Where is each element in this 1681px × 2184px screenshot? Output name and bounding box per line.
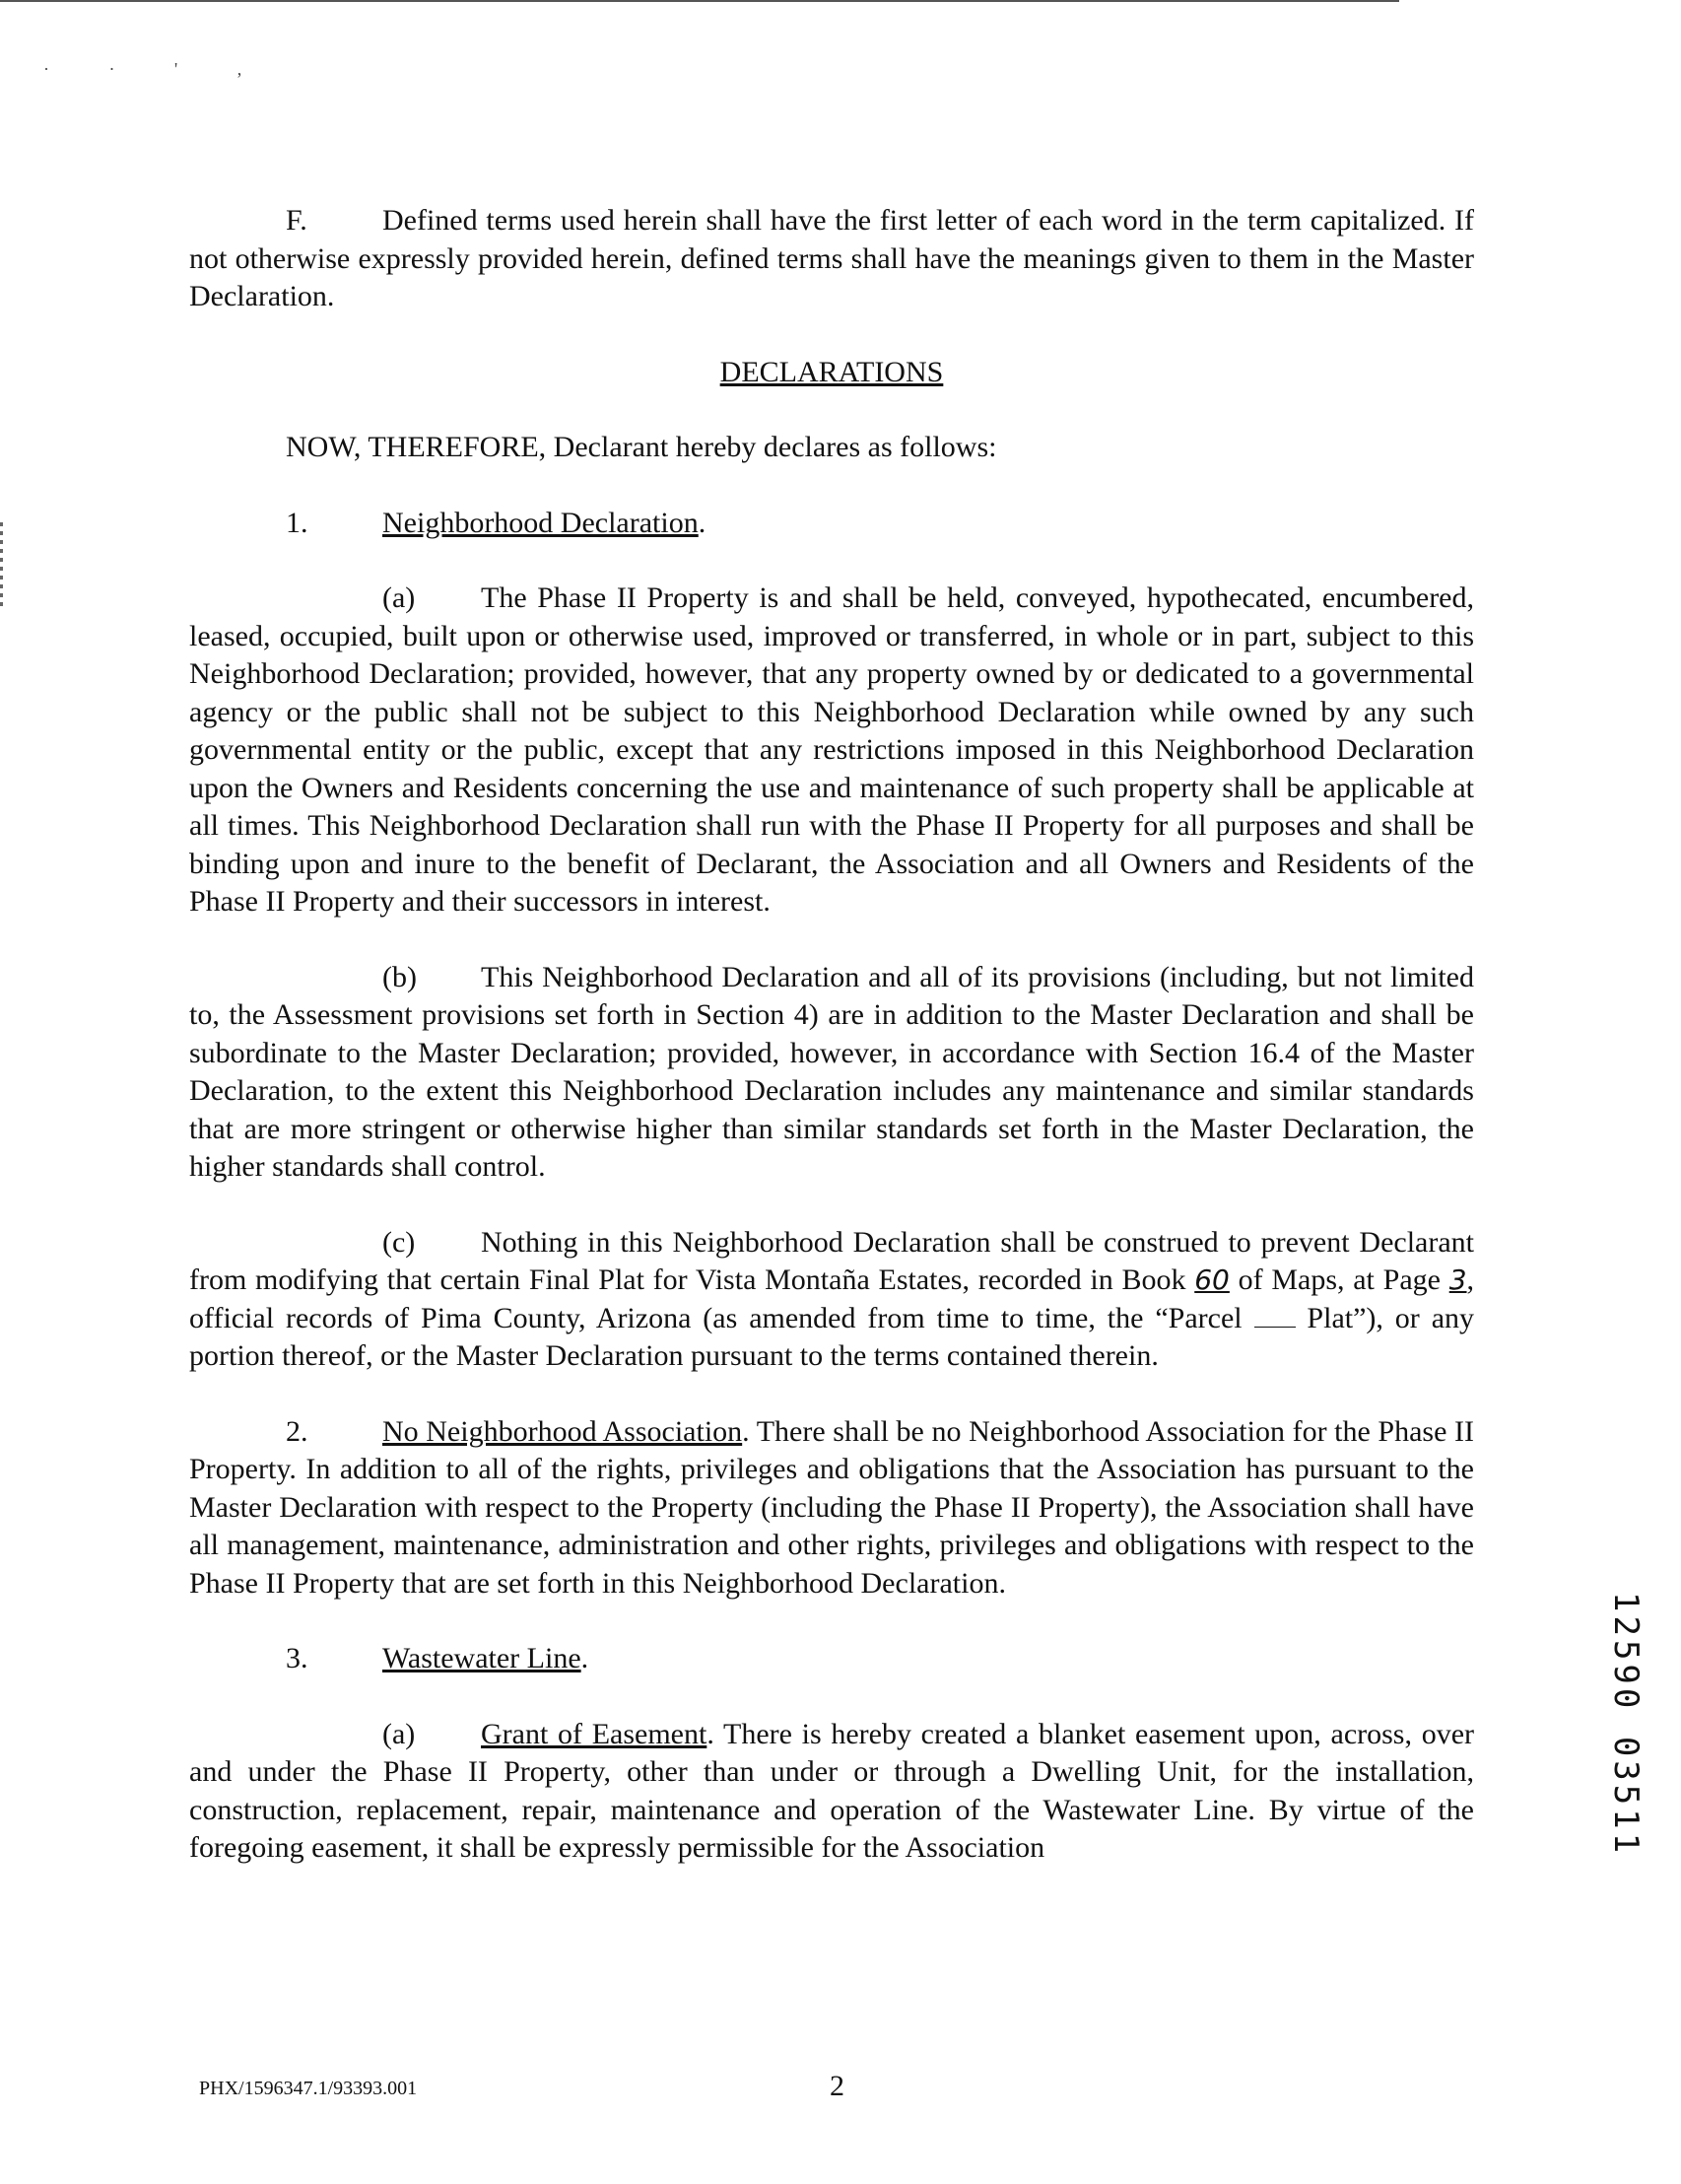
handwritten-book-number: 60 [1194,1263,1230,1296]
section-1c-label: (c) [382,1225,416,1259]
parcel-blank [1254,1327,1296,1328]
scan-specks: · · ' , [43,59,270,79]
section-1b-text: This Neighborhood Declaration and all of its provisions (including, but not limited to, the Assessment provisions set forth in Section 4) are in addition to the Master Declaration and shall be subordinate to the Master Declaration; provided, however, in accordance with Section 16.4 of the Master Declaration, to the extent this Neighborhood Declaration includes any maintenance and similar standards that are more stringent or otherwise higher than similar standards set forth in the Master Declaration, the higher standards shall control. [189,960,1474,1183]
paragraph-f-text: Defined terms used herein shall have the first letter of each word in the term capitalized. If not otherwise expressly provided herein, defined terms shall have the meanings given to them in the Master Declaration. [189,204,1474,312]
section-2-title: No Neighborhood Association [382,1414,743,1448]
side-recording-stamp: 12590 03511 [1606,1592,1646,1858]
section-1b [189,959,1474,1187]
document-body [189,202,1474,1868]
handwritten-page-number: 3 [1448,1263,1467,1296]
section-3-heading: 3. Wastewater Line. [189,1640,1474,1678]
section-3-title: Wastewater Line [382,1642,581,1674]
page-number: 2 [830,2070,844,2102]
scan-edge-marks [0,522,3,611]
now-therefore-text: NOW, THEREFORE, Declarant hereby declares as follows: [286,431,997,463]
section-1b-label: (b) [382,960,417,993]
declarations-heading: DECLARATIONS [719,355,944,388]
top-scan-line [0,0,1399,2]
section-3a-text: . There is hereby created a blanket easement upon, across, over and under the Phase II Property, other than under or through a Dwelling Unit, for the installation, construction, replacement, repair, maintenance and operation of the Wastewater Line. By virtue of the foregoing easement, it shall be expressly permissible for the Association [189,1717,1474,1864]
section-3a-title: Grant of Easement [481,1717,707,1750]
section-2-number: 2. [286,1414,308,1448]
section-1a-text: The Phase II Property is and shall be held, conveyed, hypothecated, encumbered, leased, occupied, built upon or otherwise used, improved or transferred, in whole or in part, subject to this Neighborhood Declaration; provided, however, that any property owned by or dedicated to a governmental agency or the public shall not be subject to this Neighborhood Declaration while owned by any such governmental entity or the public, except that any restrictions imposed in this Neighborhood Declaration upon the Owners and Residents concerning the use and maintenance of such property shall be applicable at all times. This Neighborhood Declaration shall run with the Phase II Property for all purposes and shall be binding upon and inure to the benefit of Declarant, the Association and all Owners and Residents of the Phase II Property and their successors in interest. [189,581,1474,918]
section-3a [189,1716,1474,1868]
section-1a [189,580,1474,921]
footer-document-id: PHX/1596347.1/93393.001 [199,2078,418,2099]
paragraph-f [189,202,1474,316]
section-1-number: 1. [286,506,308,539]
section-3-number: 3. [286,1642,308,1674]
section-2-text: . There shall be no Neighborhood Association for the Phase II Property. In addition to all of the rights, privileges and obligations that the Association has pursuant to the Master Declaration with respect to the Property (including the Phase II Property), the Association shall have all management, maintenance, administration and other rights, privileges and obligations with respect to the Phase II Property that are set forth in this Neighborhood Declaration. [189,1414,1474,1600]
section-1-title: Neighborhood Declaration [382,506,699,539]
section-1a-label: (a) [382,581,416,614]
section-3a-label: (a) [382,1717,416,1750]
paragraph-f-label: F. [286,204,307,237]
section-1-heading: 1. Neighborhood Declaration. [189,505,1474,543]
section-1c: (c) Nothing in this Neighborhood Declaration shall be construed to prevent Declarant from modifying that certain Final Plat for Vista Montaña Estates, recorded in Book 60 of Maps, at Page 3, official records of Pima County, Arizona (as amended from time to time, the “Parcel Plat”), or any portion thereof, or the Master Declaration pursuant to the terms contained therein. [189,1225,1475,1372]
section-2 [189,1413,1474,1604]
